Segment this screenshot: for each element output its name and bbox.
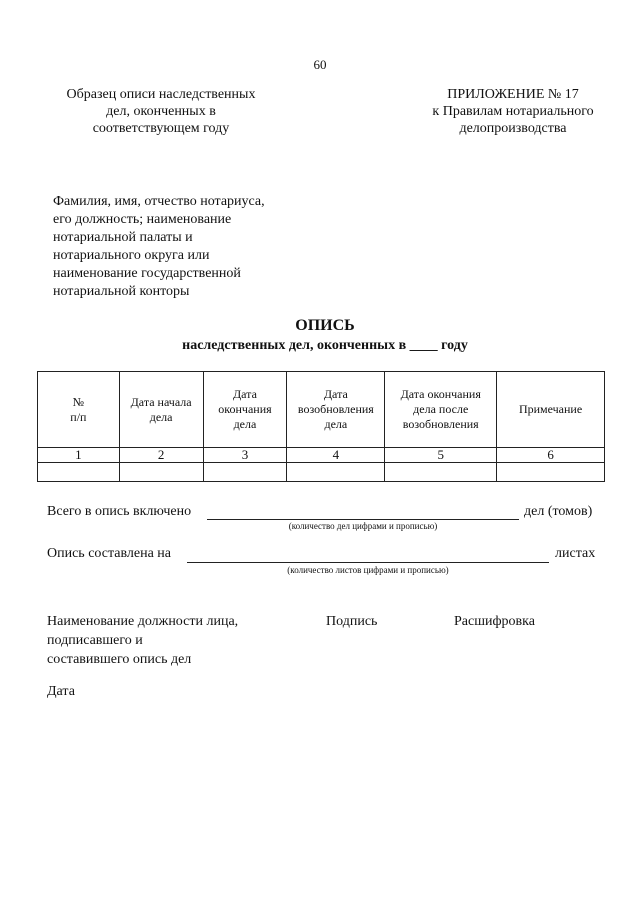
column-header-number: № п/п [38,372,120,448]
table-cell[interactable] [497,463,605,482]
total-label: Всего в опись включено [47,504,192,519]
notary-info-line: Фамилия, имя, отчество нотариуса, [53,194,265,209]
column-header-start-date: Дата начала дела [119,372,203,448]
column-header-end-date: Дата окончания дела [203,372,287,448]
signature-decode-label: Расшифровка [454,614,535,629]
column-header-resume-date: Дата возобновления дела [287,372,385,448]
column-header-end-after-resume: Дата окончания дела после возобновления [385,372,497,448]
appendix-header [418,86,608,137]
compiled-suffix: листах [555,546,596,561]
form-sample-title [50,86,272,137]
signer-position-label [47,612,238,669]
column-number-cell: 2 [119,448,203,463]
table-cell[interactable] [385,463,497,482]
table-cell[interactable] [203,463,287,482]
compiled-hint: (количество листов цифрами и прописью) [287,565,449,575]
form-sample-title-line: Образец описи наследственных [66,87,256,102]
signer-position-line: составившего опись дел [47,652,192,667]
document-title: ОПИСЬ [295,317,355,334]
column-number-cell: 6 [497,448,605,463]
inventory-table [37,371,605,482]
sheet-count-field[interactable] [187,546,549,563]
table-cell[interactable] [287,463,385,482]
notary-info-line: его должность; наименование [53,212,232,227]
signer-position-line: подписавшего и [47,633,143,648]
page-number: 60 [313,57,327,72]
total-suffix: дел (томов) [524,504,593,519]
notary-info-line: нотариального округа или [53,248,210,263]
notary-info-line: нотариальной палаты и [53,230,193,245]
notary-info-block [53,193,293,301]
signer-position-line: Наименование должности лица, [47,614,239,629]
table-header-row [38,372,605,448]
compiled-label: Опись составлена на [47,546,172,561]
notary-info-line: нотариальной конторы [53,284,190,299]
total-count-field[interactable] [207,504,519,520]
table-row [38,463,605,482]
date-label: Дата [47,684,75,699]
column-number-cell: 3 [203,448,287,463]
document-subtitle: наследственных дел, оконченных в ____ году [182,338,468,353]
column-number-cell: 5 [385,448,497,463]
notary-info-line: наименование государственной [53,266,241,281]
column-number-cell: 1 [38,448,120,463]
column-header-note: Примечание [497,372,605,448]
form-sample-title-line: дел, оконченных в [106,104,216,119]
form-sample-title-line: соответствующем году [92,121,230,136]
appendix-header-line: к Правилам нотариального [432,104,594,119]
table-cell[interactable] [38,463,120,482]
column-number-row [38,448,605,463]
signature-label: Подпись [326,614,378,629]
column-number-cell: 4 [287,448,385,463]
appendix-header-line: ПРИЛОЖЕНИЕ № 17 [447,87,579,102]
appendix-header-line: делопроизводства [459,121,567,136]
total-hint: (количество дел цифрами и прописью) [288,521,438,531]
table-cell[interactable] [119,463,203,482]
